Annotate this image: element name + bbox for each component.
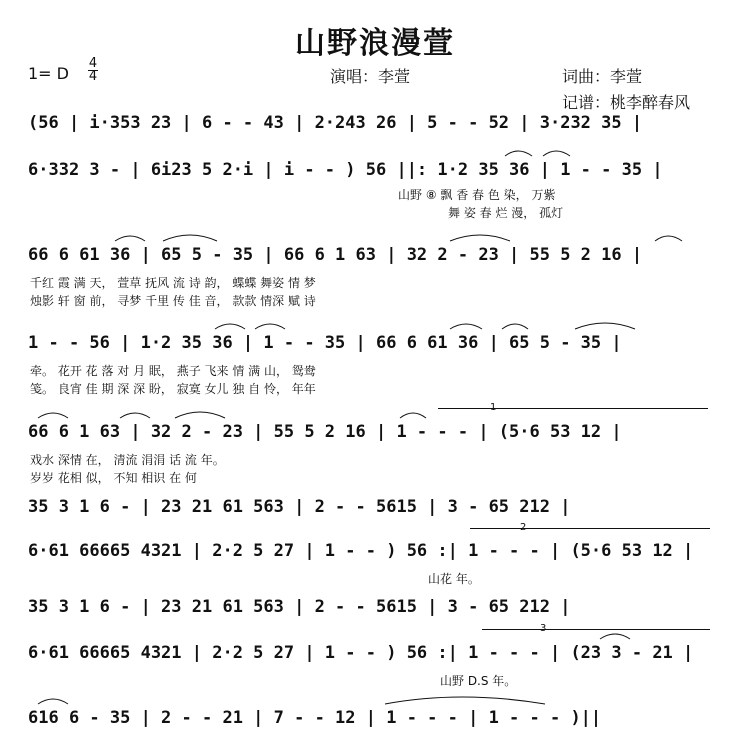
slur-arc [543, 151, 570, 156]
slur-arc [255, 324, 285, 329]
score-row-2: 6·332 3 - | 6i23 5 2·i | i - - ) 56 ||: 1·2 35 36 | 1 - - 35 | [28, 160, 663, 180]
score-row-9: 6·61 66665 4321 | 2·2 5 27 | 1 - - ) 56 :| 1 - - - | (23 3 - 21 | [28, 643, 694, 663]
lyric-row-7: 山花 年。 [428, 572, 480, 586]
slur-arc [385, 697, 545, 704]
score-row-10: 616 6 - 35 | 2 - - 21 | 7 - - 12 | 1 - - - | 1 - - - )|| [28, 708, 602, 728]
lyric-row-2-verse-1: 山野 ⑧ 飘 香 春 色 染， 万紫 [398, 188, 556, 202]
page-title: 山野浪漫萱 [295, 26, 455, 61]
score-row-8: 35 3 1 6 - | 23 21 61 563 | 2 - - 5615 | 3 - 65 212 | [28, 597, 571, 617]
volta-3-label: 3 [540, 623, 547, 634]
lyric-row-3-verse-1: 千红 霞 满 天， 萱草 抚风 流 诗 韵， 蝶蝶 舞姿 情 梦 [30, 276, 316, 290]
score-row-1: (56 | i·353 23 | 6 - - 43 | 2·243 26 | 5 - - 52 | 3·232 35 | [28, 113, 643, 133]
time-sig-top: 4 [88, 56, 98, 71]
slur-arc [120, 413, 150, 418]
score-row-6: 35 3 1 6 - | 23 21 61 563 | 2 - - 5615 | 3 - 65 212 | [28, 497, 571, 517]
volta-1-label: 1 [490, 402, 497, 413]
slur-arc [38, 413, 68, 418]
key-signature: 1= D [28, 64, 69, 83]
lyric-row-4-verse-1: 牵。 花开 花 落 对 月 眠， 燕子 飞来 情 满 山， 鸳鸯 [30, 364, 316, 378]
lyric-row-5-verse-1: 戏水 深情 在， 清流 涓涓 话 流 年。 [30, 453, 225, 467]
slur-arc [38, 699, 68, 704]
score-row-7: 6·61 66665 4321 | 2·2 5 27 | 1 - - ) 56 :| 1 - - - | (5·6 53 12 | [28, 541, 694, 561]
slur-arc [115, 236, 145, 241]
lyric-row-3-verse-2: 烛影 轩 窗 前， 寻梦 千里 传 佳 音， 款款 情深 赋 诗 [30, 294, 316, 308]
slur-arc [175, 412, 225, 418]
slur-arc [575, 323, 635, 329]
slur-arc [505, 151, 532, 156]
time-sig-bottom: 4 [88, 69, 98, 84]
transcriber-credit: 记谱：桃李醉春风 [562, 93, 691, 112]
volta-2-label: 2 [520, 522, 527, 533]
lyric-row-9: 山野 D.S 年。 [440, 674, 517, 688]
singer-credit: 演唱：李萱 [330, 67, 411, 86]
slur-arc [450, 324, 482, 329]
score-row-4: 1 - - 56 | 1·2 35 36 | 1 - - 35 | 66 6 61 36 | 65 5 - 35 | [28, 333, 622, 353]
slur-arc [655, 236, 682, 241]
slur-arc [450, 235, 510, 241]
lyric-row-2-verse-2: 舞 姿 春 烂 漫， 孤灯 [448, 206, 564, 220]
score-row-3: 66 6 61 36 | 65 5 - 35 | 66 6 1 63 | 32 2 - 23 | 55 5 2 16 | [28, 245, 643, 265]
composer-credit: 词曲：李萱 [562, 67, 643, 86]
lyric-row-4-verse-2: 笺。 良宵 佳 期 深 深 盼， 寂寞 女儿 独 自 怜， 年年 [30, 382, 316, 396]
slur-arc [400, 413, 426, 418]
slur-arc [502, 324, 528, 329]
score-row-5: 66 6 1 63 | 32 2 - 23 | 55 5 2 16 | 1 - - - | (5·6 53 12 | [28, 422, 622, 442]
slur-arc [215, 324, 245, 329]
lyric-row-5-verse-2: 岁岁 花相 似， 不知 相识 在 何 [30, 471, 197, 485]
slur-arc [163, 235, 217, 241]
slur-arc [600, 634, 630, 639]
